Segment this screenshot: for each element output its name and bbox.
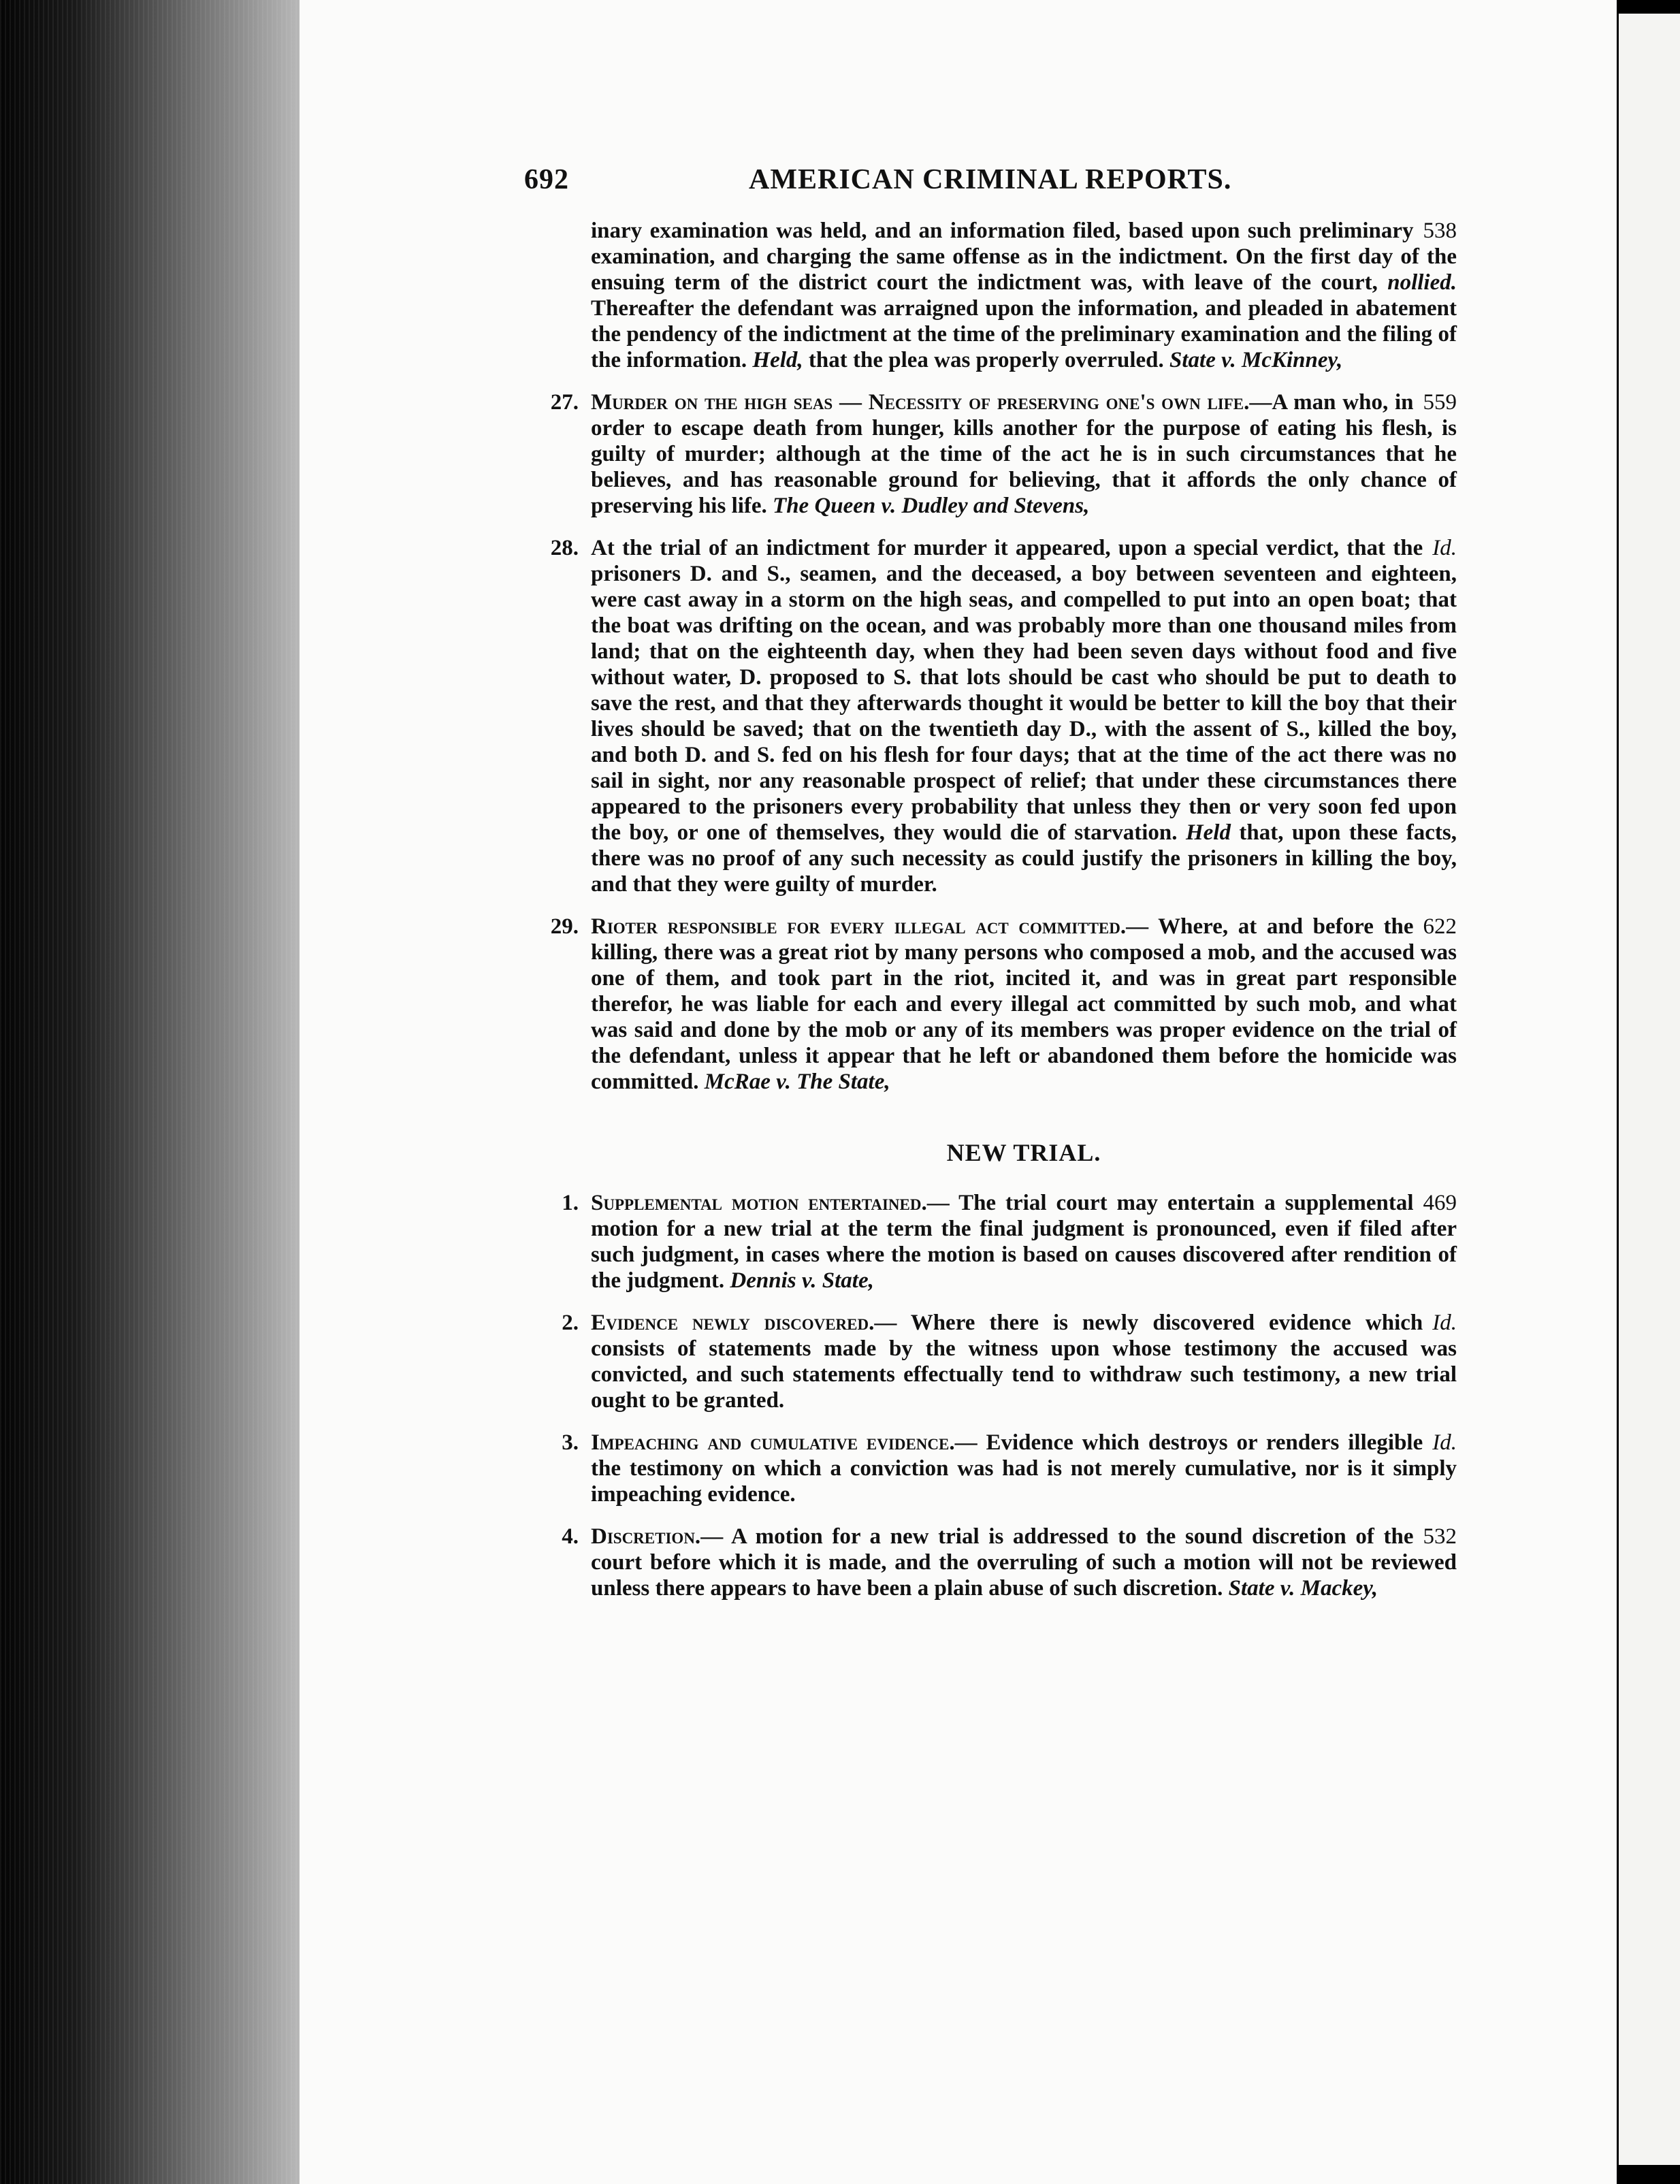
paragraph-text: Thereafter the defendant was arraigned upon the information, and pleaded in abatement the pendency of the indictment at the time of the preliminary examination and the filing of the information. — [591, 296, 1457, 372]
entry-headnote: Discretion. — [591, 1524, 701, 1549]
entry-text: —A man who, in order to escape death from hunger, kills another for the purpose of eating his flesh, is guilty of murder; although at the time of the act he is in such circumstances that he believes, and has reasonable ground for believing, that it affords the only chance of preserving his life. — [591, 390, 1457, 518]
paragraph-text: inary examination was held, and an information filed, based upon such preliminary examination, and charging the same offense as in the indictment. On the first day of the ensuing term of the district court the indictment was, with leave of the court, — [591, 219, 1457, 295]
case-citation: Dennis v. State, — [730, 1268, 874, 1293]
entry-number: 1. — [562, 1191, 579, 1215]
book-page — [300, 0, 1617, 2184]
digest-entry-28 — [524, 535, 1457, 897]
new-trial-entry-2 — [524, 1310, 1457, 1413]
entry-number: 28. — [550, 536, 579, 560]
digest-entry-29 — [524, 914, 1457, 1095]
new-trial-entry-3 — [524, 1430, 1457, 1507]
entry-text: — The trial court may entertain a supplemental motion for a new trial at the term the final judgment is pronounced, even if filed after such judgment, in cases where the motion is based on causes discovered after rendition of the judgment. — [591, 1191, 1457, 1293]
case-citation: McRae v. The State, — [704, 1070, 890, 1094]
continued-paragraph — [524, 218, 1457, 373]
facing-page-edge — [1619, 14, 1680, 2165]
section-heading: NEW TRIAL. — [946, 1139, 1101, 1166]
entry-headnote: Rioter responsible for every illegal act committed. — [591, 914, 1127, 939]
page-reference: Id. — [1432, 1311, 1457, 1335]
paragraph-text: that the plea was properly overruled. — [803, 348, 1169, 372]
entry-text: — Where, at and before the killing, there was a great riot by many persons who composed a mob, and the accused was one of them, and took part in the riot, incited it, and was in great part responsible therefor, he was liable for each and every illegal act committed by such mob, and what was said and done by the mob or any of its members was proper evidence on the trial of the defendant, unless it appear that he left or abandoned them before the homicide was committed. — [591, 914, 1457, 1094]
book-page-edges — [0, 0, 300, 2184]
page-reference: Id. — [1432, 1430, 1457, 1455]
case-citation: State v. McKinney, — [1169, 348, 1343, 372]
page-reference: Id. — [1432, 536, 1457, 560]
page-reference: 559 — [1423, 390, 1457, 415]
entry-number: 3. — [562, 1430, 579, 1455]
entry-text: that, upon these facts, there was no proof of any such necessity as could justify the prisoners in killing the boy, and that they were guilty of murder. — [591, 820, 1457, 897]
entry-text: — Where there is newly discovered evidence which consists of statements made by the witness upon whose testimony the accused was convicted, and such statements effectually tend to withdraw such testimony, a new trial ought to be granted. — [591, 1311, 1457, 1413]
page-content — [524, 163, 1457, 1618]
entry-headnote: Supplemental motion entertained. — [591, 1191, 927, 1215]
page-number: 692 — [524, 164, 569, 195]
held-term: Held, — [752, 348, 803, 372]
page-reference: 532 — [1423, 1524, 1457, 1549]
held-term: Held — [1185, 820, 1231, 845]
case-citation: The Queen v. Dudley and Stevens, — [773, 494, 1090, 518]
running-head — [524, 163, 1457, 218]
digest-entry-27 — [524, 389, 1457, 519]
italic-term: nollied. — [1387, 270, 1457, 295]
entry-number: 27. — [550, 390, 579, 415]
entry-text: — Evidence which destroys or renders illegible the testimony on which a conviction was had is not merely cumulative, nor is it simply impeaching evidence. — [591, 1430, 1457, 1507]
new-trial-entry-1 — [524, 1190, 1457, 1294]
entry-headnote: Murder on the high seas — Necessity of preserving one's own life. — [591, 390, 1250, 415]
entry-headnote: Evidence newly discovered. — [591, 1311, 875, 1335]
new-trial-entry-4 — [524, 1524, 1457, 1601]
page-reference: 538 — [1423, 219, 1457, 243]
page-reference: 622 — [1423, 914, 1457, 939]
entry-headnote: Impeaching and cumulative evidence. — [591, 1430, 955, 1455]
entry-text: — A motion for a new trial is addressed to the sound discretion of the court before which it is made, and the overruling of such a motion will not be reviewed unless there appears to have been a plain abuse of such discretion. — [591, 1524, 1457, 1601]
entry-number: 4. — [562, 1524, 579, 1549]
entry-number: 2. — [562, 1311, 579, 1335]
case-citation: State v. Mackey, — [1228, 1576, 1378, 1601]
page-reference: 469 — [1423, 1191, 1457, 1215]
entry-text: At the trial of an indictment for murder it appeared, upon a special verdict, that the prisoners D. and S., seamen, and the deceased, a boy between seventeen and eighteen, were cast away in a storm on the high seas, and compelled to put into an open boat; that the boat was drifting on the ocean, and was probably more than one thousand miles from land; that on the eighteenth day, when they had been seven days without food and five without water, D. proposed to S. that lots should be cast who should be put to death to save the rest, and that they afterwards thought it would be better to kill the boy that their lives should be saved; that on the twentieth day D., with the assent of S., killed the boy, and both D. and S. fed on his flesh for four days; that at the time of the act there was no sail in sight, nor any reasonable prospect of relief; that under these circumstances there appeared to the prisoners every probability that unless they then or very soon fed upon the boy, or one of themselves, they would die of starvation. — [591, 536, 1457, 845]
running-title: AMERICAN CRIMINAL REPORTS. — [749, 164, 1232, 195]
entry-number: 29. — [550, 914, 579, 939]
